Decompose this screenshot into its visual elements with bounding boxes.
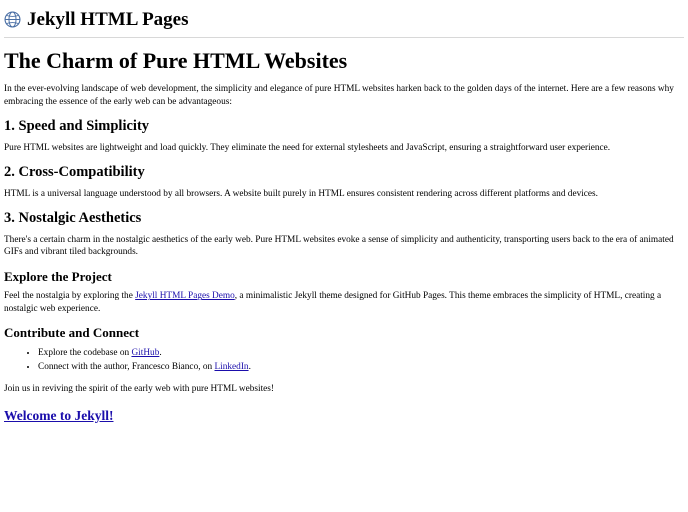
- header-divider: [4, 37, 684, 38]
- explore-text-after: , a minimalistic Jekyll theme designed for GitHub Pages. This theme embraces the simplicity of HTML, creating a nostalgic web experience.: [4, 291, 662, 314]
- section-heading-compatibility: 2. Cross-Compatibility: [4, 164, 145, 181]
- globe-icon: [4, 11, 21, 28]
- site-header: [4, 6, 684, 37]
- section-heading-contribute: Contribute and Connect: [4, 325, 140, 341]
- site-title: Jekyll HTML Pages: [27, 9, 189, 30]
- section-text-aesthetics: There's a certain charm in the nostalgic aesthetics of the early web. Pure HTML websites evoke a sense of simplicity and authenticity, transporting users back to the era of animated GIFs and vibrant tiled backgrounds.: [4, 234, 674, 258]
- contribute-list: [4, 347, 684, 374]
- jekyll-demo-link[interactable]: Jekyll HTML Pages Demo: [135, 291, 235, 302]
- github-link[interactable]: GitHub: [131, 348, 160, 359]
- explore-text-before: Feel the nostalgia by exploring the: [4, 291, 136, 302]
- page-title: The Charm of Pure HTML Websites: [4, 48, 348, 73]
- linkedin-link[interactable]: LinkedIn: [214, 361, 249, 372]
- intro-paragraph: In the ever-evolving landscape of web development, the simplicity and elegance of pure HTML websites harken back to the golden days of the internet. Here are a few reasons why embracing the essence of the early web can be advantageous:: [4, 84, 674, 107]
- github-text-after: .: [159, 348, 162, 359]
- linkedin-text-before: Connect with the author, Francesco Bianco, on: [38, 361, 215, 372]
- welcome-to-jekyll-link[interactable]: Welcome to Jekyll!: [4, 407, 114, 423]
- section-text-compatibility: HTML is a universal language understood by all browsers. A website built purely in HTML ensures consistent rendering across different platforms and devices.: [4, 188, 598, 199]
- list-item: [38, 361, 684, 374]
- section-heading-explore: Explore the Project: [4, 268, 112, 284]
- section-text-speed: Pure HTML websites are lightweight and load quickly. They eliminate the need for external stylesheets and JavaScript, ensuring a straightforward user experience.: [4, 142, 611, 153]
- welcome-heading: [4, 408, 684, 424]
- section-heading-aesthetics: 3. Nostalgic Aesthetics: [4, 210, 142, 227]
- section-heading-speed: 1. Speed and Simplicity: [4, 118, 150, 135]
- list-item: [38, 347, 684, 360]
- linkedin-text-after: .: [248, 361, 251, 372]
- section-text-explore: [4, 290, 684, 315]
- github-text-before: Explore the codebase on: [38, 348, 132, 359]
- closing-paragraph: Join us in reviving the spirit of the early web with pure HTML websites!: [4, 383, 274, 394]
